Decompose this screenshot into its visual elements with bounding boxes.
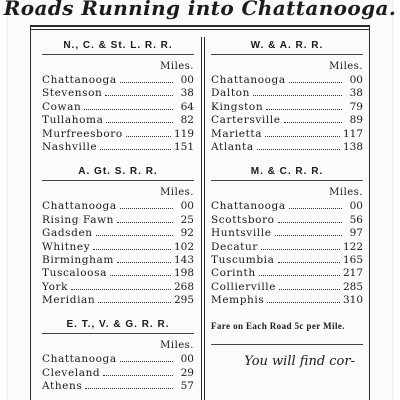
table-row bbox=[211, 213, 363, 226]
station-miles: 89 bbox=[349, 114, 363, 127]
station-name: Atlanta bbox=[211, 140, 254, 153]
table-row bbox=[42, 127, 194, 140]
leader-dots bbox=[275, 226, 342, 236]
top-rule-thin bbox=[30, 29, 370, 30]
station-miles: 117 bbox=[342, 127, 363, 140]
station-name: Nashville bbox=[42, 140, 98, 153]
station-miles: 119 bbox=[173, 127, 194, 140]
tagline: You will find cor- bbox=[244, 353, 355, 369]
station-miles: 151 bbox=[173, 140, 194, 153]
station-miles: 285 bbox=[342, 280, 363, 293]
station-miles: 38 bbox=[349, 87, 363, 100]
miles-header: Miles. bbox=[160, 340, 194, 352]
station-name: Gadsden bbox=[42, 227, 93, 240]
station-name: Chattanooga bbox=[211, 200, 286, 213]
table-row bbox=[211, 266, 363, 279]
leader-dots bbox=[284, 113, 342, 123]
table-row bbox=[42, 100, 194, 113]
leader-dots bbox=[93, 240, 171, 250]
table-row bbox=[42, 253, 194, 266]
table-row bbox=[42, 280, 194, 293]
table-row bbox=[42, 213, 194, 226]
station-name: Chattanooga bbox=[42, 200, 117, 213]
table-row bbox=[42, 113, 194, 126]
table-row bbox=[211, 100, 363, 113]
table-row bbox=[211, 113, 363, 126]
station-miles: 57 bbox=[180, 380, 194, 393]
station-name: Whitney bbox=[42, 240, 91, 253]
miles-header: Miles. bbox=[329, 61, 363, 72]
table-row bbox=[42, 140, 194, 153]
table-row bbox=[211, 226, 363, 239]
leader-dots bbox=[120, 199, 173, 209]
leader-dots bbox=[120, 73, 173, 83]
leader-dots bbox=[253, 86, 342, 96]
section-wa bbox=[211, 37, 363, 153]
section-etvg bbox=[42, 316, 194, 392]
leader-dots bbox=[110, 266, 171, 276]
leader-dots bbox=[289, 73, 342, 83]
station-name: Scottsboro bbox=[211, 213, 275, 226]
leader-dots bbox=[96, 226, 173, 236]
table-row bbox=[42, 293, 194, 306]
station-name: Cartersville bbox=[211, 114, 281, 127]
section-rule bbox=[42, 54, 194, 55]
station-miles: 29 bbox=[180, 366, 194, 379]
station-name: Birmingham bbox=[42, 253, 114, 266]
station-name: Huntsville bbox=[211, 227, 272, 240]
station-miles: 25 bbox=[180, 213, 194, 226]
section-spacer bbox=[211, 153, 363, 163]
station-name: Athens bbox=[42, 380, 83, 393]
leader-dots bbox=[106, 113, 173, 123]
table-row bbox=[42, 366, 194, 379]
miles-header: Miles. bbox=[160, 61, 194, 72]
table-row bbox=[211, 253, 363, 266]
leader-dots bbox=[120, 352, 173, 362]
left-column bbox=[42, 37, 194, 393]
station-miles: 138 bbox=[342, 140, 363, 153]
leader-dots bbox=[266, 100, 342, 110]
leader-dots bbox=[85, 379, 173, 389]
station-name: Chattanooga bbox=[42, 353, 117, 366]
station-miles: 00 bbox=[180, 74, 194, 86]
station-name: Cowan bbox=[42, 100, 82, 113]
station-name: Collierville bbox=[211, 280, 277, 293]
station-name: Corinth bbox=[211, 267, 256, 280]
station-name: Murfreesboro bbox=[42, 127, 123, 140]
leader-dots bbox=[98, 293, 171, 303]
station-name: Decatur bbox=[211, 240, 258, 253]
table-row bbox=[42, 352, 194, 365]
section-spacer bbox=[42, 306, 194, 316]
station-name: Cleveland bbox=[42, 366, 101, 379]
leader-dots bbox=[278, 253, 340, 263]
leader-dots bbox=[259, 266, 340, 276]
station-miles: 97 bbox=[349, 227, 363, 240]
leader-dots bbox=[257, 140, 340, 150]
top-rule bbox=[30, 25, 370, 27]
station-miles: 00 bbox=[349, 200, 363, 213]
station-miles: 79 bbox=[349, 100, 363, 113]
table-row bbox=[211, 240, 363, 253]
station-miles: 165 bbox=[342, 253, 363, 266]
section-rule bbox=[42, 333, 194, 334]
leader-dots bbox=[71, 280, 171, 290]
center-divider-2 bbox=[204, 37, 205, 400]
station-name: Stevenson bbox=[42, 87, 103, 100]
leader-dots bbox=[100, 140, 171, 150]
table-row bbox=[42, 86, 194, 99]
station-miles: 268 bbox=[173, 280, 194, 293]
section-title: E. T., V. & G. R. R. bbox=[66, 319, 170, 331]
section-title: N., C. & St. L. R. R. bbox=[63, 40, 173, 51]
station-miles: 38 bbox=[180, 87, 194, 100]
station-miles: 82 bbox=[180, 114, 194, 127]
station-miles: 295 bbox=[173, 294, 194, 307]
section-agts bbox=[42, 163, 194, 306]
table-row bbox=[42, 199, 194, 212]
leader-dots bbox=[103, 366, 173, 376]
station-name: Dalton bbox=[211, 87, 250, 100]
section-spacer bbox=[42, 153, 194, 163]
station-name: Marietta bbox=[211, 127, 263, 140]
table-row bbox=[42, 73, 194, 86]
leader-dots bbox=[84, 100, 173, 110]
page-title: Roads Running into Chattanooga. bbox=[3, 0, 397, 20]
station-name: Tullahoma bbox=[42, 114, 104, 127]
leader-dots bbox=[261, 240, 340, 250]
left-border bbox=[30, 25, 31, 400]
miles-header: Miles. bbox=[160, 187, 194, 199]
section-title: W. & A. R. R. bbox=[250, 40, 324, 51]
table-row bbox=[211, 73, 363, 86]
station-miles: 00 bbox=[180, 353, 194, 366]
table-row bbox=[211, 86, 363, 99]
miles-header: Miles. bbox=[329, 187, 363, 199]
table-row bbox=[42, 226, 194, 239]
station-miles: 217 bbox=[342, 267, 363, 280]
section-title: M. & C. R. R. bbox=[250, 166, 324, 178]
center-divider bbox=[201, 37, 202, 400]
station-miles: 198 bbox=[173, 267, 194, 280]
section-ncstl bbox=[42, 37, 194, 153]
leader-dots bbox=[289, 199, 342, 209]
table-row bbox=[42, 266, 194, 279]
right-column bbox=[211, 37, 363, 368]
station-name: Memphis bbox=[211, 294, 265, 307]
section-rule bbox=[211, 180, 363, 181]
table-row bbox=[211, 127, 363, 140]
table-row bbox=[42, 379, 194, 392]
station-name: Kingston bbox=[211, 100, 264, 113]
leader-dots bbox=[126, 127, 171, 137]
leader-dots bbox=[279, 280, 340, 290]
station-name: York bbox=[42, 280, 69, 293]
station-name: Tuscumbia bbox=[211, 253, 275, 266]
fare-rule bbox=[211, 344, 363, 345]
station-miles: 122 bbox=[342, 240, 363, 253]
station-name: Meridian bbox=[42, 294, 96, 307]
station-miles: 00 bbox=[180, 200, 194, 213]
station-miles: 92 bbox=[180, 227, 194, 240]
station-miles: 56 bbox=[349, 213, 363, 226]
leader-dots bbox=[267, 293, 340, 303]
station-miles: 310 bbox=[342, 294, 363, 307]
table-row bbox=[211, 293, 363, 306]
station-name: Chattanooga bbox=[211, 74, 286, 86]
fare-note: Fare on Each Road 5c per Mile. bbox=[211, 321, 345, 332]
station-miles: 102 bbox=[173, 240, 194, 253]
section-title: A. Gt. S. R. R. bbox=[78, 166, 158, 178]
leader-dots bbox=[117, 213, 173, 223]
leader-dots bbox=[105, 86, 173, 96]
leader-dots bbox=[278, 213, 342, 223]
table-row bbox=[42, 240, 194, 253]
table-row bbox=[211, 280, 363, 293]
leader-dots bbox=[265, 127, 340, 137]
table-row bbox=[211, 199, 363, 212]
table-row bbox=[211, 140, 363, 153]
station-miles: 143 bbox=[173, 253, 194, 266]
leader-dots bbox=[117, 253, 171, 263]
station-name: Chattanooga bbox=[42, 74, 117, 86]
station-name: Tuscaloosa bbox=[42, 267, 107, 280]
station-miles: 64 bbox=[180, 100, 194, 113]
section-mc bbox=[211, 163, 363, 306]
right-border bbox=[369, 25, 370, 400]
station-name: Rising Fawn bbox=[42, 213, 115, 226]
station-miles: 00 bbox=[349, 74, 363, 86]
section-rule bbox=[211, 54, 363, 55]
section-rule bbox=[42, 180, 194, 181]
